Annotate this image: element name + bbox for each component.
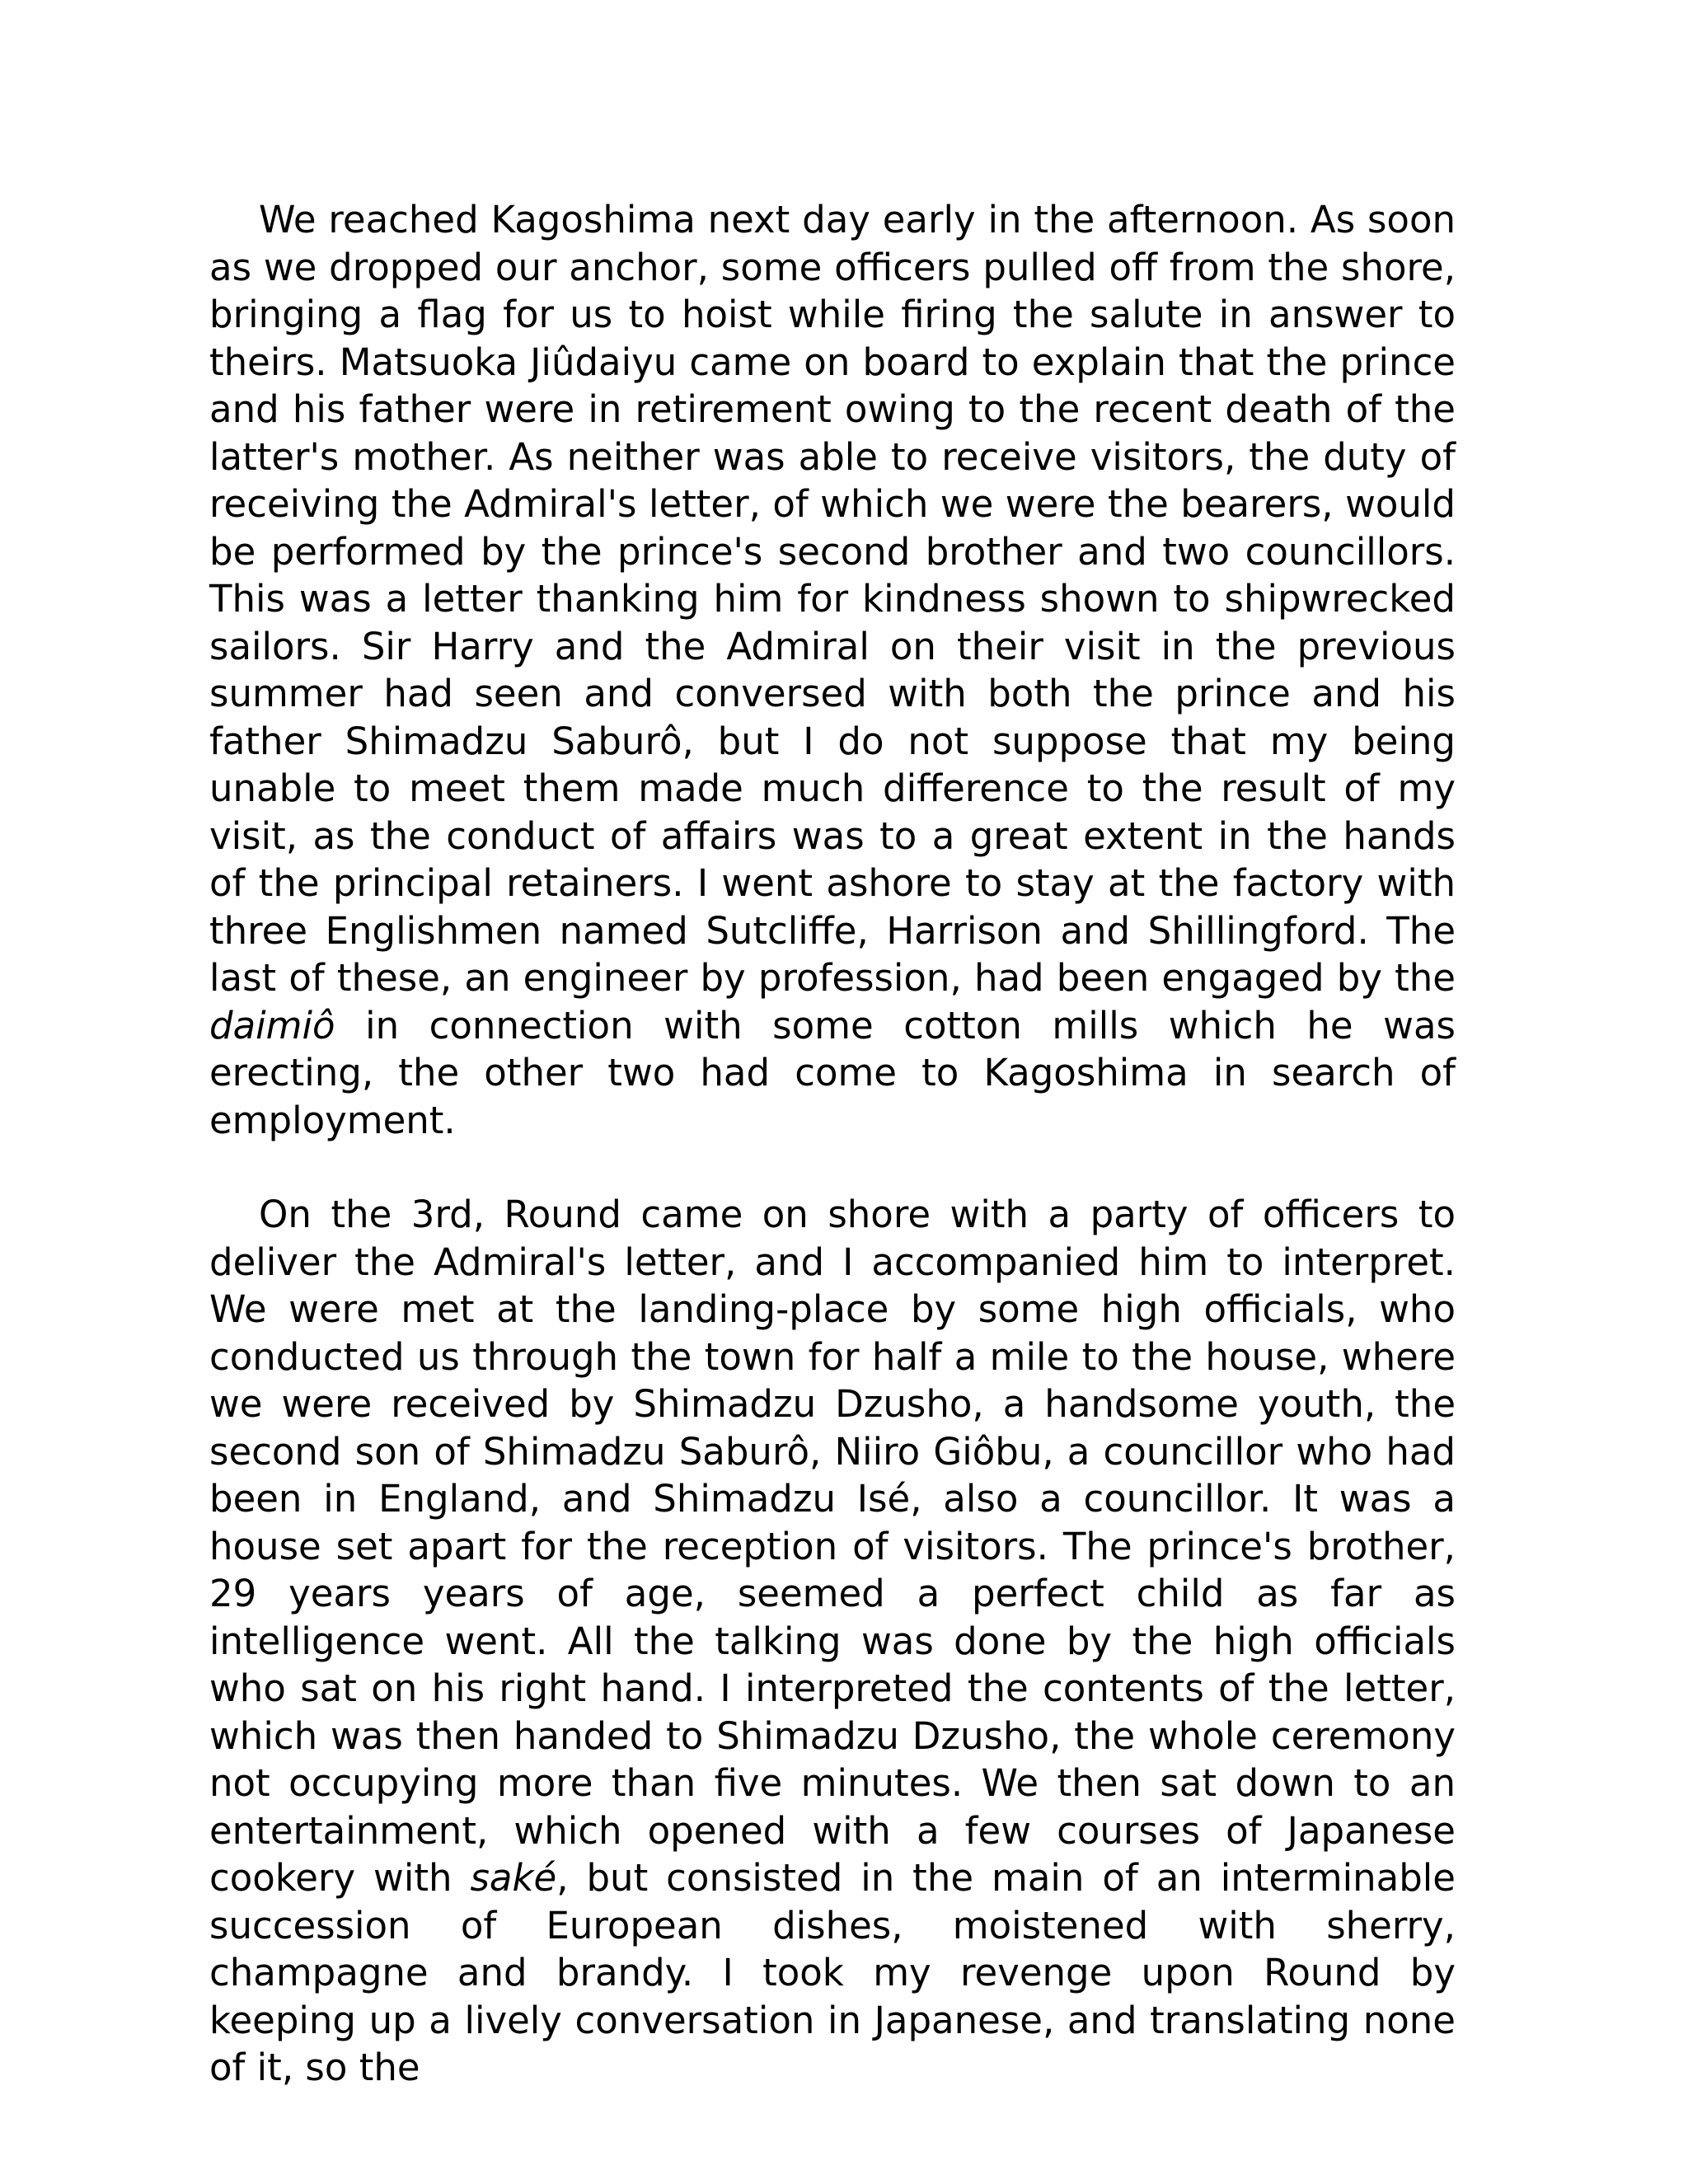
paragraph-text: in connection with some cotton mills which he was erecting, the other two had come to Kagoshima in search of employment. [209,1003,1456,1142]
paragraph-text: We reached Kagoshima next day early in the afternoon. As soon as we dropped our anchor, some officers pulled off from the shore, bringing a flag for us to hoist while firing the salute in answer to theirs. Matsuoka Jiûdaiyu came on board to explain that the prince and his father were in retirement owing to the recent death of the latter's mother. As neither was able to receive visitors, the duty of receiving the Admiral's letter, of which we were the bearers, would be performed by the prince's second brother and two councillors. This was a letter thanking him for kindness shown to shipwrecked sailors. Sir Harry and the Admiral on their visit in the previous summer had seen and conversed with both the prince and his father Shimadzu Saburô, but I do not suppose that my being unable to meet them made much difference to the result of my visit, as the conduct of affairs was to a great extent in the hands of the principal retainers. I went ashore to stay at the factory with three Englishmen named Sutcliffe, Harrison and Shillingford. The last of these, an engineer by profession, had been engaged by the [209,198,1456,1000]
paragraph [209,196,1456,1144]
paragraph-text: On the 3rd, Round came on shore with a party of officers to deliver the Admiral's letter, and I accompanied him to interpret. We were met at the landing-place by some high officials, who conducted us through the town for half a mile to the house, where we were received by Shimadzu Dzusho, a handsome youth, the second son of Shimadzu Saburô, Niiro Giôbu, a councillor who had been in England, and Shimadzu Isé, also a councillor. It was a house set apart for the reception of visitors. The prince's brother, 29 years years of age, seemed a perfect child as far as intelligence went. All the talking was done by the high officials who sat on his right hand. I interpreted the contents of the letter, which was then handed to Shimadzu Dzusho, the whole ceremony not occupying more than five minutes. We then sat down to an entertainment, which opened with a few courses of Japanese cookery with [209,1193,1456,1900]
paragraph-text: , but consisted in the main of an interminable succession of European dishes, moistened with sherry, champagne and brandy. I took my revenge upon Round by keeping up a lively conversation in Japanese, and translating none of it, so the [209,1856,1456,2089]
document-page [209,196,1456,2092]
paragraph [209,1191,1456,2092]
italic-term: saké [470,1856,557,1900]
italic-term: daimiô [209,1003,335,1047]
